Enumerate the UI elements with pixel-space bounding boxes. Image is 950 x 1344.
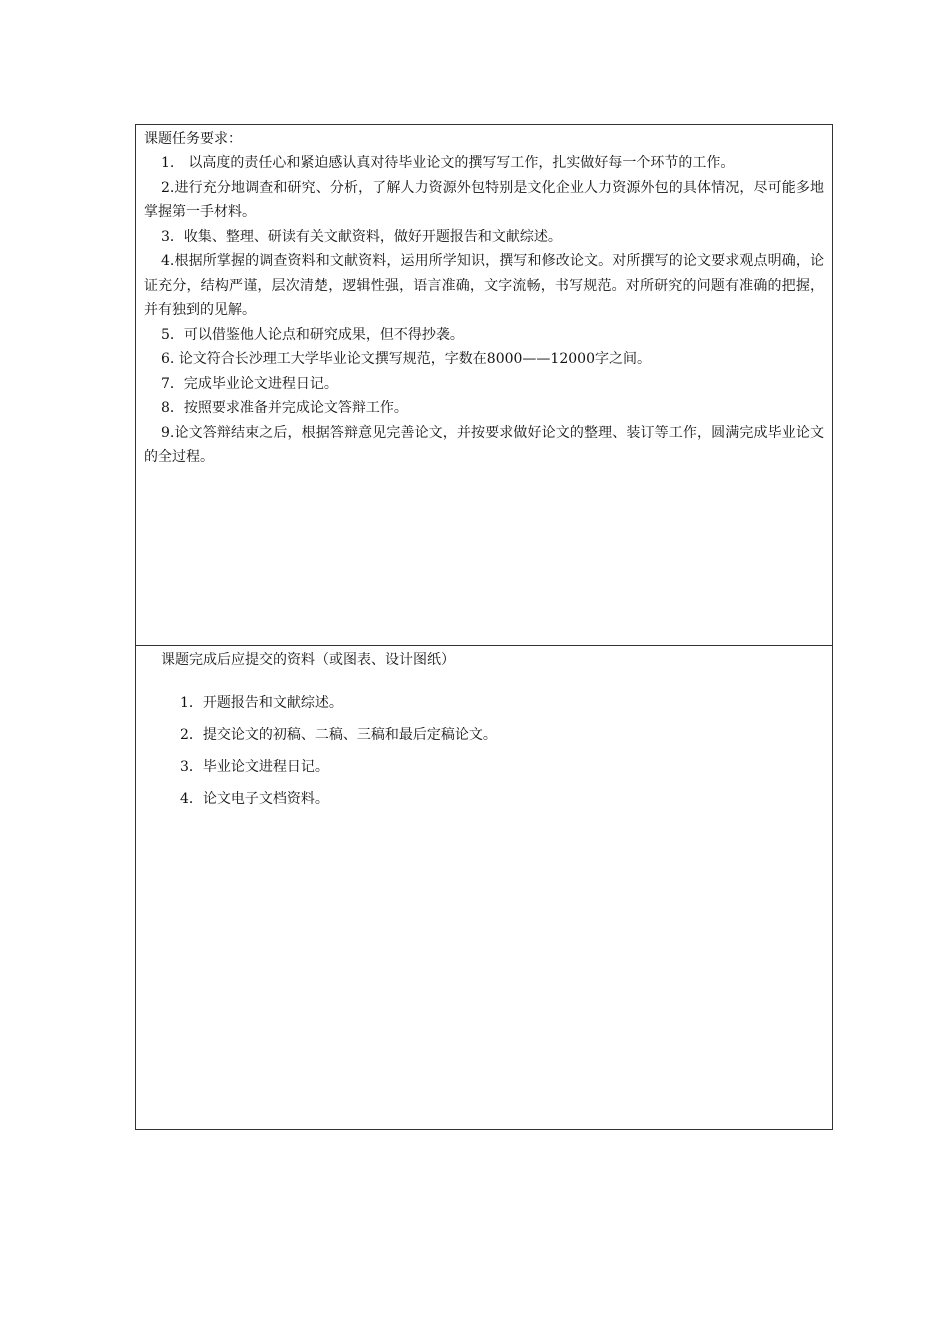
deliverable-item: 3．毕业论文进程日记。 [180,759,329,775]
deliverable-item: 1．开题报告和文献综述。 [180,695,343,711]
requirement-item: 9.论文答辩结束之后，根据答辩意见完善论文，并按要求做好论文的整理、装订等工作，圆满完成毕业论文的全过程。 [144,424,824,465]
requirement-item: 1. 以高度的责任心和紧迫感认真对待毕业论文的撰写写工作，扎实做好每一个环节的工作。 [161,155,735,171]
requirement-item: 3．收集、整理、研读有关文献资料，做好开题报告和文献综述。 [161,228,562,245]
requirement-item: 4.根据所掌握的调查资料和文献资料，运用所学知识，撰写和修改论文。对所撰写的论文要求观点明确，论证充分，结构严谨，层次清楚，逻辑性强，语言准确，文字流畅，书写规范。对所研究的问题有准确的把握，并有独到的见解。 [144,253,824,318]
requirements-section [136,125,832,646]
deliverable-item: 2．提交论文的初稿、二稿、三稿和最后定稿论文。 [180,727,497,743]
deliverables-list [144,693,824,809]
requirement-item: 7．完成毕业论文进程日记。 [161,375,338,392]
requirement-item: 2.进行充分地调查和研究、分析，了解人力资源外包特别是文化企业人力资源外包的具体情况，尽可能多地掌握第一手材料。 [144,179,824,220]
requirement-item: 8．按照要求准备并完成论文答辩工作。 [161,400,408,416]
requirements-title: 课题任务要求： [144,131,242,147]
deliverables-title: 课题完成后应提交的资料（或图表、设计图纸） [161,652,455,668]
task-table [135,124,833,1130]
requirement-item: 6. 论文符合长沙理工大学毕业论文撰写规范，字数在8000——12000字之间。 [161,351,651,367]
deliverables-section [136,646,832,1129]
deliverable-item: 4．论文电子文档资料。 [180,791,329,807]
requirement-item: 5．可以借鉴他人论点和研究成果，但不得抄袭。 [161,326,464,343]
